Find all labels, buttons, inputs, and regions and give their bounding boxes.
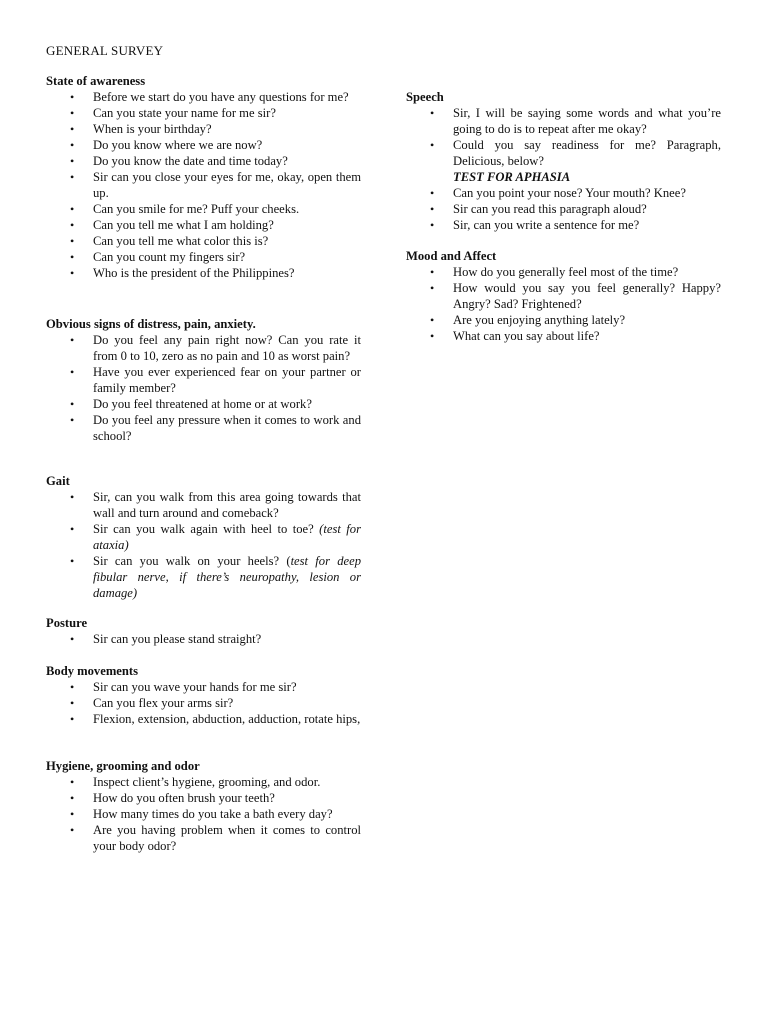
item-text: Are you enjoying anything lately? xyxy=(453,313,626,327)
section xyxy=(46,663,361,727)
item-text: Have you ever experienced fear on your partner or family member? xyxy=(93,365,361,395)
list-item xyxy=(46,790,361,806)
item-text: What can you say about life? xyxy=(453,329,600,343)
item-text: Sir can you walk on your heels? ( xyxy=(93,554,291,568)
item-text: Inspect client’s hygiene, grooming, and odor. xyxy=(93,775,321,789)
test-for-aphasia-label: TEST FOR APHASIA xyxy=(453,170,571,184)
section-speech xyxy=(406,89,721,233)
bullet-list xyxy=(406,105,721,169)
list-item xyxy=(46,364,361,396)
list-item xyxy=(406,105,721,137)
item-text: How do you generally feel most of the time? xyxy=(453,265,679,279)
item-text: Do you feel any pain right now? Can you rate it from 0 to 10, zero as no pain and 10 as worst pain? xyxy=(93,333,361,363)
item-text: Flexion, extension, abduction, adduction, rotate hips, xyxy=(93,712,361,726)
bullet-icon: • xyxy=(70,333,75,347)
bullet-list xyxy=(46,774,361,854)
list-item xyxy=(406,328,721,344)
bullet-icon: • xyxy=(430,138,435,152)
bullet-icon: • xyxy=(430,202,435,216)
bullet-list xyxy=(46,679,361,727)
item-text: How do you often brush your teeth? xyxy=(93,791,275,805)
bullet-list xyxy=(46,631,361,647)
item-text: Can you flex your arms sir? xyxy=(93,696,234,710)
list-item xyxy=(46,553,361,601)
item-text: Sir can you wave your hands for me sir? xyxy=(93,680,297,694)
list-item xyxy=(46,89,361,105)
bullet-icon: • xyxy=(70,154,75,168)
bullet-icon: • xyxy=(70,522,75,536)
bullet-icon: • xyxy=(70,712,75,726)
bullet-list xyxy=(46,89,361,281)
bullet-list xyxy=(46,332,361,444)
item-text: Can you tell me what I am holding? xyxy=(93,218,274,232)
bullet-icon: • xyxy=(70,413,75,427)
section-heading: Body movements xyxy=(46,664,138,678)
item-text: Sir, can you write a sentence for me? xyxy=(453,218,640,232)
item-note: test for deep fibular nerve, if there’s neuropathy, lesion or damage) xyxy=(93,554,361,600)
bullet-icon: • xyxy=(70,122,75,136)
bullet-icon: • xyxy=(430,281,435,295)
list-item xyxy=(46,711,361,727)
item-text: Sir, I will be saying some words and what you’re going to do is to repeat after me okay? xyxy=(453,106,721,136)
section-heading: Speech xyxy=(406,90,444,104)
bullet-icon: • xyxy=(70,218,75,232)
section-heading: Hygiene, grooming and odor xyxy=(46,759,200,773)
bullet-list xyxy=(46,489,361,601)
item-text: How would you say you feel generally? Happy? Angry? Sad? Frightened? xyxy=(453,281,721,311)
bullet-icon: • xyxy=(70,106,75,120)
list-item xyxy=(46,521,361,553)
section-heading: Obvious signs of distress, pain, anxiety. xyxy=(46,317,256,331)
bullet-icon: • xyxy=(70,266,75,280)
bullet-icon: • xyxy=(430,186,435,200)
item-text: Sir, can you walk from this area going towards that wall and turn around and comeback? xyxy=(93,490,361,520)
item-text: Before we start do you have any questions for me? xyxy=(93,90,349,104)
bullet-icon: • xyxy=(70,365,75,379)
list-item xyxy=(46,169,361,201)
item-text: When is your birthday? xyxy=(93,122,212,136)
item-text: Sir can you please stand straight? xyxy=(93,632,262,646)
page-title: GENERAL SURVEY xyxy=(46,43,164,58)
bullet-icon: • xyxy=(430,218,435,232)
bullet-icon: • xyxy=(70,170,75,184)
bullet-icon: • xyxy=(430,106,435,120)
list-item xyxy=(406,201,721,217)
bullet-icon: • xyxy=(70,775,75,789)
item-text: Do you feel any pressure when it comes to work and school? xyxy=(93,413,361,443)
bullet-list xyxy=(406,185,721,233)
item-text: Sir can you close your eyes for me, okay, open them up. xyxy=(93,170,361,200)
item-text: Do you know where we are now? xyxy=(93,138,263,152)
section-heading: Mood and Affect xyxy=(406,249,497,263)
bullet-icon: • xyxy=(70,823,75,837)
item-text: Are you having problem when it comes to control your body odor? xyxy=(93,823,361,853)
item-text: Do you know the date and time today? xyxy=(93,154,288,168)
bullet-icon: • xyxy=(70,397,75,411)
list-item xyxy=(46,201,361,217)
item-text: Sir can you read this paragraph aloud? xyxy=(453,202,647,216)
section-heading: Posture xyxy=(46,616,88,630)
list-item xyxy=(406,312,721,328)
item-text: Sir can you walk again with heel to toe? xyxy=(93,522,320,536)
bullet-icon: • xyxy=(70,632,75,646)
list-item xyxy=(46,695,361,711)
bullet-icon: • xyxy=(70,202,75,216)
list-item xyxy=(406,280,721,312)
item-note: (test for ataxia) xyxy=(93,522,362,552)
item-text: Can you count my fingers sir? xyxy=(93,250,246,264)
item-text: How many times do you take a bath every day? xyxy=(93,807,333,821)
list-item xyxy=(46,105,361,121)
section-mood-and-affect xyxy=(406,248,721,344)
list-item xyxy=(46,153,361,169)
list-item xyxy=(406,137,721,169)
bullet-icon: • xyxy=(70,138,75,152)
bullet-icon: • xyxy=(70,250,75,264)
bullet-icon: • xyxy=(70,90,75,104)
section xyxy=(46,615,361,647)
list-item xyxy=(46,489,361,521)
list-item xyxy=(406,185,721,201)
bullet-icon: • xyxy=(430,329,435,343)
list-item xyxy=(46,233,361,249)
section xyxy=(46,758,361,854)
bullet-icon: • xyxy=(70,490,75,504)
item-text: Who is the president of the Philippines? xyxy=(93,266,295,280)
item-text: Can you state your name for me sir? xyxy=(93,106,276,120)
item-text: Can you tell me what color this is? xyxy=(93,234,269,248)
bullet-icon: • xyxy=(70,791,75,805)
list-item xyxy=(46,679,361,695)
list-item xyxy=(46,217,361,233)
list-item xyxy=(406,264,721,280)
list-item xyxy=(46,631,361,647)
bullet-list xyxy=(406,264,721,344)
bullet-icon: • xyxy=(70,680,75,694)
section xyxy=(46,473,361,601)
list-item xyxy=(406,217,721,233)
list-item xyxy=(46,806,361,822)
item-text: Do you feel threatened at home or at work? xyxy=(93,397,312,411)
list-item xyxy=(46,822,361,854)
list-item xyxy=(46,412,361,444)
list-item xyxy=(46,121,361,137)
bullet-icon: • xyxy=(430,265,435,279)
bullet-icon: • xyxy=(70,807,75,821)
list-item xyxy=(46,774,361,790)
list-item xyxy=(46,396,361,412)
list-item xyxy=(46,249,361,265)
bullet-icon: • xyxy=(430,313,435,327)
list-item xyxy=(46,137,361,153)
bullet-icon: • xyxy=(70,554,75,568)
section-heading: State of awareness xyxy=(46,74,146,88)
section-heading: Gait xyxy=(46,474,70,488)
bullet-icon: • xyxy=(70,696,75,710)
item-text: Can you smile for me? Puff your cheeks. xyxy=(93,202,300,216)
item-text: Can you point your nose? Your mouth? Knee? xyxy=(453,186,686,200)
item-text: Could you say readiness for me? Paragraph, Delicious, below? xyxy=(453,138,721,168)
list-item xyxy=(46,265,361,281)
section xyxy=(46,73,361,281)
list-item xyxy=(46,332,361,364)
section xyxy=(46,316,361,444)
bullet-icon: • xyxy=(70,234,75,248)
